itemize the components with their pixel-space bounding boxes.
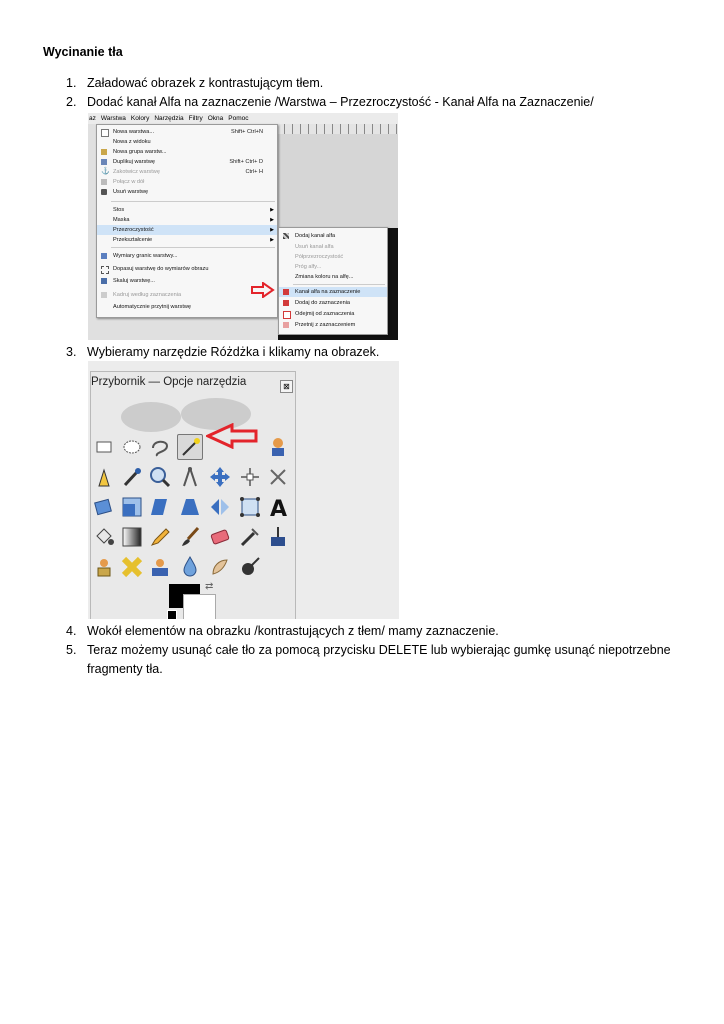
airbrush-icon[interactable] — [237, 524, 263, 550]
paths-icon[interactable] — [91, 464, 117, 490]
canvas-area — [276, 134, 398, 228]
menu-item-stack[interactable]: Stos ▶ — [113, 207, 274, 213]
step-1 — [66, 76, 323, 90]
move-icon[interactable] — [207, 464, 233, 490]
menu-item-crop-to-selection[interactable]: Kadruj według zaznaczenia — [97, 290, 277, 300]
menu-item-intersect-with-selection[interactable]: Przetnij z zaznaczeniem — [279, 320, 387, 330]
submenu-arrow-icon: ▶ — [270, 207, 274, 213]
rect-select-icon[interactable] — [91, 434, 117, 460]
reset-colors-icon[interactable] — [167, 610, 177, 619]
smudge-icon[interactable] — [207, 554, 233, 580]
step-number: 3. — [66, 345, 77, 359]
step-text: Wokół elementów na obrazku /kontrastujących z tłem/ mamy zaznaczenie. — [87, 624, 499, 638]
new-layer-icon — [101, 129, 109, 137]
menu-item-duplicate[interactable]: Duplikuj warstwę Shift+ Ctrl+ D — [97, 157, 277, 167]
menu-kolory[interactable]: Kolory — [130, 115, 150, 122]
gradient-icon[interactable] — [119, 524, 145, 550]
step-text: Dodać kanał Alfa na zaznaczenie /Warstwa – Przezroczystość - Kanał Alfa na Zaznaczenie/ — [87, 95, 594, 109]
menu-item-scale-layer[interactable]: Skaluj warstwę... — [97, 276, 277, 286]
menu-item-autocrop[interactable]: Automatycznie przytnij warstwę — [113, 304, 192, 310]
folder-icon — [101, 149, 107, 155]
menu-item-new-from-visible[interactable]: Nowa z widoku — [113, 139, 151, 145]
menu-item-layer-to-image[interactable]: Dopasuj warstwę do wymiarów obrazu — [97, 264, 277, 274]
trash-icon — [101, 189, 107, 195]
step-number: 2. — [66, 95, 77, 109]
menu-item-boundary-size[interactable]: Wymiary granic warstwy... — [97, 251, 277, 261]
menu-filtry[interactable]: Filtry — [188, 115, 203, 122]
add-selection-icon — [283, 300, 289, 306]
menu-okna[interactable]: Okna — [207, 115, 224, 122]
step-4 — [66, 624, 499, 638]
step-3 — [66, 345, 379, 359]
menu-item-new-layer[interactable]: Nowa warstwa... Shift+ Ctrl+N — [97, 127, 277, 137]
menu-item-subtract-from-selection[interactable]: Odejmij od zaznaczenia — [279, 309, 387, 319]
fuzzy-select-icon[interactable] — [177, 434, 203, 460]
step-number: 5. — [66, 643, 77, 657]
ink-icon[interactable] — [265, 524, 291, 550]
duplicate-icon — [101, 159, 107, 165]
submenu-arrow-icon: ▶ — [270, 217, 274, 223]
menu-separator — [111, 201, 275, 202]
toolbox-panel — [90, 371, 296, 619]
scale-icon[interactable] — [119, 494, 145, 520]
menu-item-transform[interactable]: Przekształcenie ▶ — [113, 237, 274, 243]
crop-icon — [101, 292, 107, 298]
zoom-icon[interactable] — [147, 464, 173, 490]
lasso-icon[interactable] — [147, 434, 173, 460]
menu-item-delete-layer[interactable]: Usuń warstwę — [97, 187, 277, 197]
scale-icon — [101, 278, 107, 284]
perspective-clone-icon[interactable] — [147, 554, 173, 580]
measure-icon[interactable] — [177, 464, 203, 490]
menu-pomoc[interactable]: Pomoc — [228, 115, 249, 122]
toolbox-title: Przybornik — Opcje narzędzia — [91, 376, 247, 388]
submenu-arrow-icon: ▶ — [270, 227, 274, 233]
align-icon[interactable] — [237, 464, 263, 490]
menu-warstwa[interactable]: Warstwa — [100, 115, 126, 122]
menu-az[interactable]: az — [89, 115, 96, 122]
swap-colors-icon[interactable]: ⇄ — [205, 581, 214, 592]
menu-item-remove-alpha[interactable]: Usuń kanał alfa — [295, 244, 334, 250]
menu-item-color-to-alpha[interactable]: Zmiana koloru na alfę... — [295, 274, 354, 280]
clone-icon[interactable] — [91, 554, 117, 580]
cage-transform-icon[interactable] — [237, 494, 263, 520]
crop-icon[interactable] — [265, 464, 291, 490]
subtract-selection-icon — [283, 311, 291, 319]
shear-icon[interactable] — [147, 494, 173, 520]
paintbrush-icon[interactable] — [177, 524, 203, 550]
step-number: 4. — [66, 624, 77, 638]
menu-item-alpha-to-selection[interactable]: Kanał alfa na zaznaczenie — [279, 287, 387, 297]
red-arrow-icon — [206, 423, 258, 449]
step-5-continuation: fragmenty tła. — [87, 662, 163, 676]
step-text: Załadować obrazek z kontrastującym tłem. — [87, 76, 324, 90]
step-5 — [66, 643, 671, 657]
rotate-icon[interactable] — [91, 494, 117, 520]
color-picker-icon[interactable] — [119, 464, 145, 490]
bucket-fill-icon[interactable] — [91, 524, 117, 550]
step-text: Wybieramy narzędzie Różdżka i klikamy na obrazek. — [87, 345, 380, 359]
step-2 — [66, 95, 594, 109]
layer-menu-screenshot — [88, 113, 398, 340]
blur-icon[interactable] — [177, 554, 203, 580]
checker-icon — [283, 233, 289, 239]
menu-item-transparency[interactable]: Przezroczystość ▶ — [97, 225, 277, 235]
dodge-burn-icon[interactable] — [237, 554, 263, 580]
ruler — [276, 124, 398, 134]
merge-icon — [101, 179, 107, 185]
menu-narzedzia[interactable]: Narzędzia — [154, 115, 184, 122]
ellipse-select-icon[interactable] — [119, 434, 145, 460]
menu-item-mask[interactable]: Maska ▶ — [113, 217, 274, 223]
background-color-swatch[interactable] — [183, 594, 216, 619]
step-text: Teraz możemy usunąć całe tło za pomocą przycisku DELETE lub wybierając gumkę usunąć niepotrzebne — [87, 643, 671, 657]
perspective-icon[interactable] — [177, 494, 203, 520]
svg-text:A: A — [270, 497, 288, 520]
resize-icon — [101, 253, 107, 259]
page-title: Wycinanie tła — [43, 45, 123, 59]
flip-icon[interactable] — [207, 494, 233, 520]
anchor-icon: ⚓ — [101, 168, 110, 175]
text-tool-icon[interactable] — [265, 494, 291, 520]
toolbox-strip — [88, 124, 96, 340]
pencil-icon[interactable] — [147, 524, 173, 550]
menu-item-add-alpha[interactable]: Dodaj kanał alfa — [279, 231, 387, 241]
red-arrow-icon — [251, 282, 275, 298]
submenu-arrow-icon: ▶ — [270, 237, 274, 243]
menu-item-semi-flatten[interactable]: Półprzezroczystość — [295, 254, 344, 260]
menu-item-merge-down[interactable]: Połącz w dół — [97, 177, 277, 187]
menu-separator — [293, 284, 385, 285]
menu-item-threshold-alpha[interactable]: Próg alfy... — [295, 264, 322, 270]
step-number: 1. — [66, 76, 77, 90]
menu-separator — [111, 247, 275, 248]
intersect-selection-icon — [283, 322, 289, 328]
menu-item-add-to-selection[interactable]: Dodaj do zaznaczenia — [279, 298, 387, 308]
transparency-submenu — [278, 227, 388, 335]
toolbox-screenshot — [88, 361, 399, 619]
fit-icon — [101, 266, 109, 274]
heal-icon[interactable] — [119, 554, 145, 580]
eraser-icon[interactable] — [207, 524, 233, 550]
foreground-select-icon[interactable] — [265, 434, 291, 460]
close-icon[interactable]: ⊠ — [280, 380, 293, 393]
menu-item-anchor[interactable]: ⚓ Zakotwicz warstwę Ctrl+ H — [101, 168, 263, 175]
alpha-selection-icon — [283, 289, 289, 295]
menu-item-new-group[interactable]: Nowa grupa warstw... — [97, 147, 277, 157]
